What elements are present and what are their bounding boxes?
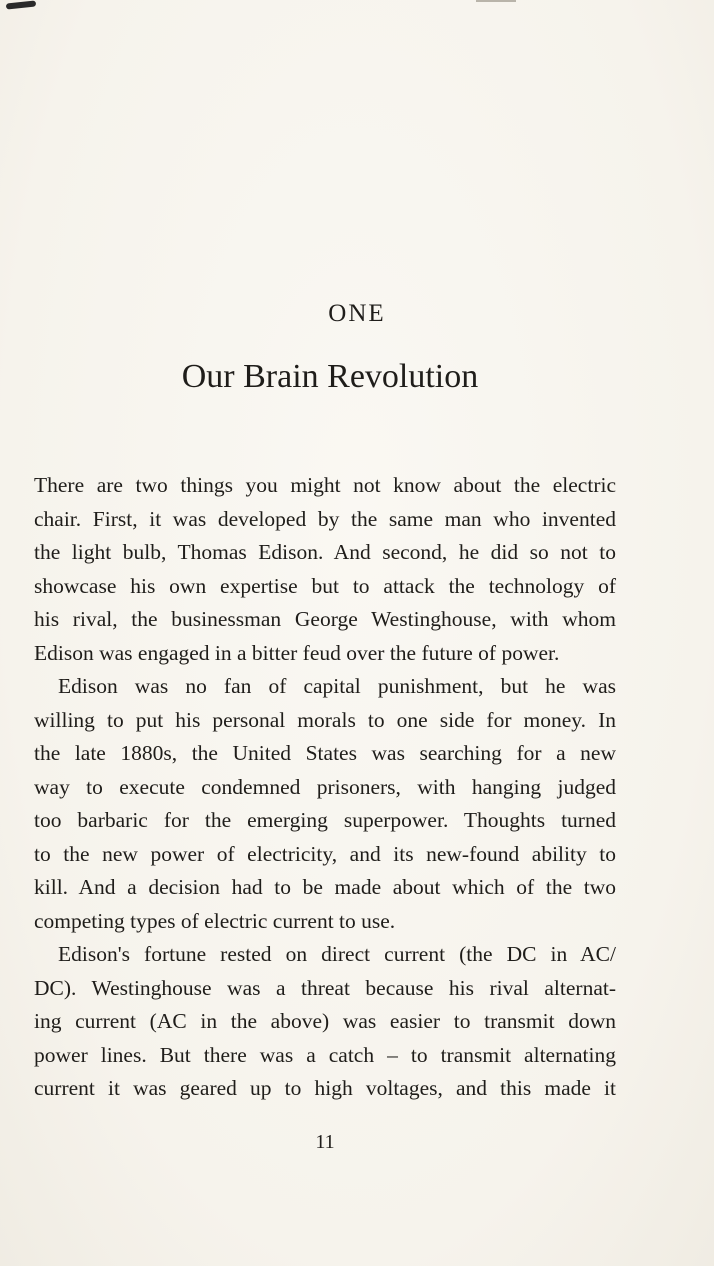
text-line: kill. And a decision had to be made about which of the two [34, 875, 616, 899]
text-line: chair. First, it was developed by the same man who invented [34, 506, 616, 531]
body-text [34, 469, 616, 1106]
page-edge-line [476, 0, 516, 2]
text-line: the late 1880s, the United States was searching for a new [34, 741, 616, 765]
text-line: to the new power of electricity, and its new-found ability to [34, 841, 616, 866]
text-line: way to execute condemned prisoners, with hanging judged [34, 774, 616, 799]
paragraph [34, 938, 616, 1106]
page-number: 11 [315, 1131, 335, 1153]
text-line: power lines. But there was a catch – to transmit alternating [34, 1042, 616, 1067]
text-line: There are two things you might not know about the electric [34, 473, 616, 497]
text-line: current it was geared up to high voltages, and this made it [34, 1076, 616, 1100]
ink-mark [6, 0, 36, 9]
text-line: competing types of electric current to use. [34, 908, 396, 933]
text-line: too barbaric for the emerging superpower. Thoughts turned [34, 808, 616, 832]
text-line: the light bulb, Thomas Edison. And second, he did so not to [34, 540, 616, 564]
chapter-number: ONE [328, 300, 386, 327]
chapter-title: Our Brain Revolution [181, 358, 479, 395]
text-line: showcase his own expertise but to attack the technology of [34, 573, 616, 598]
text-line: Edison was no fan of capital punishment, but he was [58, 674, 616, 698]
paragraph [34, 469, 616, 670]
text-line: his rival, the businessman George Westinghouse, with whom [34, 607, 616, 631]
paragraph [34, 670, 616, 938]
text-line: ing current (AC in the above) was easier to transmit down [34, 1009, 616, 1033]
text-line: Edison's fortune rested on direct current (the DC in AC/ [58, 942, 616, 966]
text-line: DC). Westinghouse was a threat because his rival alternat- [34, 975, 616, 1000]
text-line: willing to put his personal morals to one side for money. In [34, 707, 616, 732]
text-line: Edison was engaged in a bitter feud over the future of power. [34, 640, 560, 665]
